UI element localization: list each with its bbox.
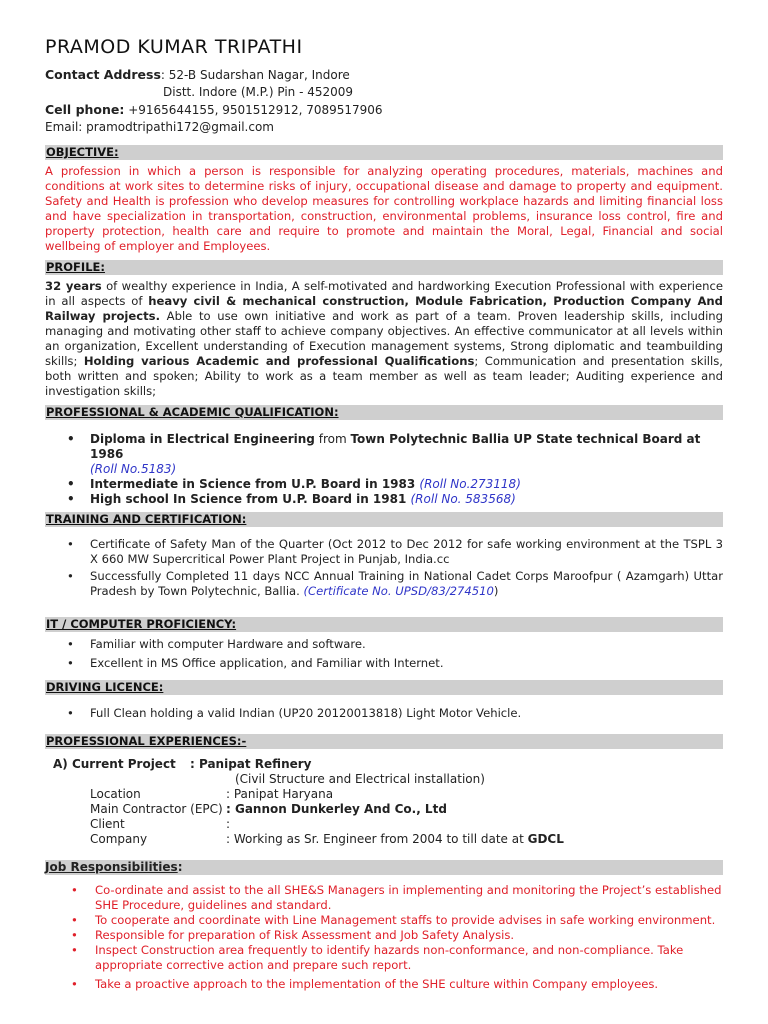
client-value: : (226, 817, 231, 831)
profile-heading-text: PROFILE: (46, 260, 105, 274)
address-label: Contact Address (45, 67, 161, 82)
email-line (45, 119, 723, 136)
email-value[interactable]: pramodtripathi172@gmail.com (82, 120, 274, 134)
training-2-cert: (Certificate No. UPSD/83/274510 (303, 584, 494, 598)
company-row (45, 832, 723, 847)
driving-heading (45, 680, 723, 695)
address-line2: Distt. Indore (M.P.) Pin - 452009 (163, 85, 354, 99)
it-list (45, 637, 723, 671)
driving-list (45, 706, 723, 721)
job-heading-colon: : (177, 860, 183, 874)
contractor-row (45, 802, 723, 817)
list-item: • Take a proactive approach to the implementation of the SHE culture within Company employees. (45, 977, 723, 992)
resume-page (45, 36, 723, 992)
contractor-label: Main Contractor (EPC) (90, 802, 223, 816)
it-heading-text: IT / COMPUTER PROFICIENCY: (46, 617, 237, 631)
profile-areas: heavy civil & mechanical construction, Module Fabrication, Production Company And Railway projects. (45, 294, 723, 323)
profile-part5: ; Communication and presentation skills, both written and spoken; Ability to work as a team member as well as team leader; Auditing experience and investigation skills; (45, 354, 723, 398)
contact-block (45, 66, 723, 136)
qual-2-roll: (Roll No.273118) (419, 477, 521, 491)
company-text: : Working as Sr. Engineer from 2004 to till date at (226, 832, 528, 846)
profile-heading (45, 260, 723, 275)
contractor-value: : Gannon Dunkerley And Co., Ltd (226, 802, 447, 816)
location-value: : Panipat Haryana (226, 787, 334, 801)
driving-heading-text: DRIVING LICENCE: (46, 680, 164, 694)
objective-heading (45, 145, 723, 160)
project-label: A) Current Project (53, 757, 176, 771)
qual-3-title: High school In Science from U.P. Board in 1981 (90, 492, 407, 506)
company-name: GDCL (527, 832, 564, 846)
company-label: Company (90, 832, 148, 846)
list-item (45, 432, 723, 477)
candidate-name: PRAMOD KUMAR TRIPATHI (45, 36, 303, 58)
objective-text: A profession in which a person is responsible for analyzing operating procedures, materials, machines and conditions at work sites to determine risks of injury, occupational disease and damage to property and equipment. Safety and Health is profession who develop measures for controlling workplace hazards and limiting financial loss and have specialization in transportation, construction, environmental problems, insurance loss control, fire and property protection, health care and require to promote and maintain the Moral, Legal, Financial and social wellbeing of employer and Employees. (45, 164, 723, 253)
list-item: • Certificate of Safety Man of the Quarter (Oct 2012 to Dec 2012 for safe working environment at the TSPL 3 X 660 MW Supercritical Power Plant Project in Punjab, India.cc (45, 537, 723, 567)
list-item: • Inspect Construction area frequently to identify hazards non-conformance, and non-compliance. Take appropriate corrective action and prepare such report. (45, 943, 723, 973)
profile-years: 32 years (45, 279, 102, 293)
project-sub-spacer (45, 772, 226, 787)
list-item (45, 569, 723, 599)
current-project (45, 757, 723, 847)
email-label: Email: (45, 120, 83, 134)
job-responsibilities-heading (45, 860, 723, 875)
project-sub-row (45, 772, 723, 787)
it-heading (45, 617, 723, 632)
client-label: Client (90, 817, 125, 831)
training-heading (45, 512, 723, 527)
qualification-heading-text: PROFESSIONAL & ACADEMIC QUALIFICATION: (46, 405, 339, 419)
phone-value: +9165644155, 9501512912, 7089517906 (124, 103, 383, 117)
job-responsibilities-list (45, 883, 723, 992)
training-list (45, 537, 723, 599)
training-2-text: Successfully Completed 11 days NCC Annual Training in National Cadet Corps Maroofpur ( Azamgarh) Uttar Pradesh by Town Polytechnic, Ballia. (90, 569, 723, 598)
qual-1-roll: (Roll No.5183) (90, 462, 177, 476)
experience-heading-text: PROFESSIONAL EXPERIENCES:- (46, 734, 247, 748)
qual-1-title: Diploma in Electrical Engineering (90, 432, 315, 446)
objective-heading-text: OBJECTIVE: (46, 145, 119, 159)
company-value (226, 832, 723, 847)
training-heading-text: TRAINING AND CERTIFICATION: (46, 512, 247, 526)
profile-part1: of wealthy experience in India, A self-motivated and hardworking Execution Professional with experience in all aspects of (45, 279, 723, 308)
project-value: : Panipat Refinery (190, 757, 312, 771)
location-row (45, 787, 723, 802)
qualification-list (45, 432, 723, 507)
list-item: • To cooperate and coordinate with Line Management staffs to provide advises in safe working environment. (45, 913, 723, 928)
address-line1: : 52-B Sudarshan Nagar, Indore (160, 68, 350, 82)
location-label: Location (90, 787, 141, 801)
list-item (45, 477, 723, 492)
list-item: • Co-ordinate and assist to the all SHE&S Managers in implementing and monitoring the Project’s established SHE Procedure, guidelines and standard. (45, 883, 723, 913)
list-item: • Responsible for preparation of Risk Assessment and Job Safety Analysis. (45, 928, 723, 943)
list-item: • Excellent in MS Office application, and Familiar with Internet. (45, 656, 723, 671)
qual-1-board: Town Polytechnic Ballia UP State technical Board at 1986 (90, 432, 701, 461)
qualification-heading (45, 405, 723, 420)
profile-qualifications: Holding various Academic and professional Qualifications (83, 354, 475, 368)
list-item: • Familiar with computer Hardware and software. (45, 637, 723, 652)
project-sub: (Civil Structure and Electrical installation) (235, 772, 485, 786)
training-2-end: ) (493, 584, 499, 598)
qual-2-title: Intermediate in Science from U.P. Board in 1983 (90, 477, 416, 491)
address-line (45, 66, 723, 84)
client-row (45, 817, 723, 832)
experience-heading (45, 734, 723, 749)
profile-part3: Able to use own initiative and work as part of a team. Proven leadership skills, including managing and motivating other staff to achieve company objectives. An effective communicator at all levels within an organization, Excellent understanding of Execution management systems, Strong diplomatic and teambuilding skills; (45, 309, 724, 368)
phone-label: Cell phone: (45, 102, 125, 117)
profile-text (45, 279, 723, 399)
list-item: • Full Clean holding a valid Indian (UP20 20120013818) Light Motor Vehicle. (45, 706, 723, 721)
job-heading-text: Job Responsibilities (45, 860, 178, 874)
phone-line (45, 101, 723, 119)
qual-3-roll: (Roll No. 583568) (410, 492, 516, 506)
qual-1-from: from (314, 432, 351, 446)
list-item (45, 492, 723, 507)
project-row (45, 757, 723, 772)
